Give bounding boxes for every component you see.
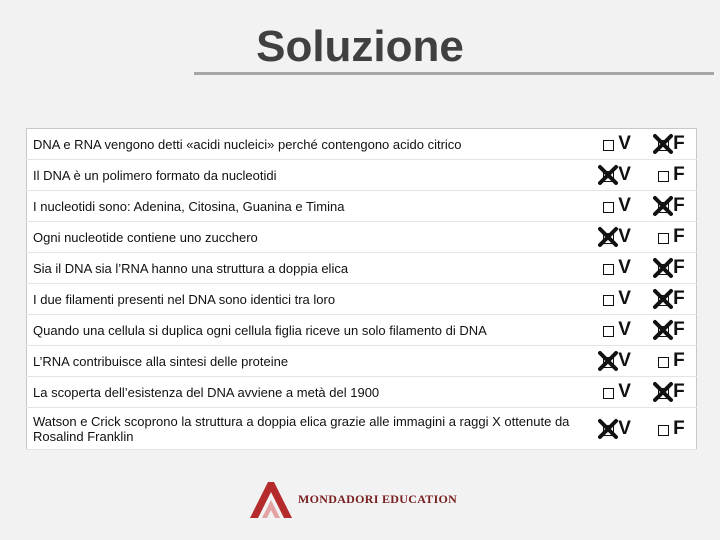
option-label: F [673, 164, 685, 186]
checked-checkbox-icon[interactable] [600, 228, 616, 246]
option-label: F [673, 195, 685, 217]
option-label: F [673, 319, 685, 341]
option-label: F [673, 417, 685, 439]
x-mark-icon [653, 381, 673, 403]
option-f-9[interactable] [641, 418, 696, 440]
option-label: V [618, 417, 631, 439]
mondadori-logo-icon [248, 480, 294, 520]
checkbox-icon[interactable] [655, 228, 671, 246]
x-mark-icon [653, 257, 673, 279]
option-label: F [673, 257, 685, 279]
option-label: F [673, 381, 685, 403]
option-v-5[interactable] [586, 288, 641, 310]
option-label: V [618, 381, 631, 403]
option-v-3[interactable] [586, 226, 641, 248]
statement-text: La scoperta dell’esistenza del DNA avviene a metà del 1900 [27, 377, 587, 408]
checked-checkbox-icon[interactable] [600, 166, 616, 184]
checkbox-icon[interactable] [600, 321, 616, 339]
checked-checkbox-icon[interactable] [655, 290, 671, 308]
option-label: V [618, 195, 631, 217]
option-v-9[interactable] [586, 418, 641, 440]
statement-text: Sia il DNA sia l’RNA hanno una struttura a doppia elica [27, 253, 587, 284]
option-f-4[interactable] [641, 257, 696, 279]
statement-text: Watson e Crick scoprono la struttura a doppia elica grazie alle immagini a raggi X ottenute da Rosalind Franklin [27, 408, 587, 450]
true-false-table [26, 128, 697, 450]
option-f-0[interactable] [641, 133, 696, 155]
option-label: V [618, 133, 631, 154]
x-mark-icon [598, 226, 618, 248]
checkbox-icon[interactable] [600, 135, 616, 153]
option-v-0[interactable] [586, 133, 641, 155]
option-f-1[interactable] [641, 164, 696, 186]
x-mark-icon [598, 164, 618, 186]
option-f-8[interactable] [641, 381, 696, 403]
x-mark-icon [653, 288, 673, 310]
checked-checkbox-icon[interactable] [655, 259, 671, 277]
statement-row [27, 160, 697, 191]
option-f-6[interactable] [641, 319, 696, 341]
statement-row [27, 315, 697, 346]
statement-text: L’RNA contribuisce alla sintesi delle proteine [27, 346, 587, 377]
statement-text: DNA e RNA vengono detti «acidi nucleici» perché contengono acido citrico [27, 129, 587, 160]
checkbox-icon[interactable] [600, 259, 616, 277]
statement-row [27, 346, 697, 377]
option-f-5[interactable] [641, 288, 696, 310]
statement-row [27, 129, 697, 160]
checked-checkbox-icon[interactable] [655, 135, 671, 153]
checked-checkbox-icon[interactable] [655, 197, 671, 215]
statement-text: Il DNA è un polimero formato da nucleotidi [27, 160, 587, 191]
option-label: V [618, 350, 631, 372]
statement-row [27, 408, 697, 450]
x-mark-icon [653, 319, 673, 341]
checked-checkbox-icon[interactable] [655, 321, 671, 339]
checked-checkbox-icon[interactable] [600, 420, 616, 438]
x-mark-icon [598, 350, 618, 372]
checked-checkbox-icon[interactable] [655, 383, 671, 401]
checkbox-icon[interactable] [655, 352, 671, 370]
checkbox-icon[interactable] [655, 420, 671, 438]
x-mark-icon [598, 418, 618, 440]
option-f-7[interactable] [641, 350, 696, 372]
option-label: F [673, 133, 685, 154]
x-mark-icon [653, 195, 673, 217]
option-f-3[interactable] [641, 226, 696, 248]
statement-text: I due filamenti presenti nel DNA sono identici tra loro [27, 284, 587, 315]
statement-row [27, 377, 697, 408]
option-v-8[interactable] [586, 381, 641, 403]
option-v-7[interactable] [586, 350, 641, 372]
title-divider [194, 72, 714, 75]
option-label: F [673, 226, 685, 248]
option-label: V [618, 226, 631, 248]
statement-row [27, 191, 697, 222]
option-v-2[interactable] [586, 195, 641, 217]
publisher-name: MONDADORI EDUCATION [298, 492, 458, 506]
option-label: V [618, 319, 631, 341]
publisher-logo [248, 480, 478, 520]
checkbox-icon[interactable] [655, 166, 671, 184]
statement-row [27, 253, 697, 284]
page-title: Soluzione [256, 22, 464, 71]
checked-checkbox-icon[interactable] [600, 352, 616, 370]
option-label: F [673, 288, 685, 310]
option-v-1[interactable] [586, 164, 641, 186]
option-f-2[interactable] [641, 195, 696, 217]
checkbox-icon[interactable] [600, 383, 616, 401]
statement-text: I nucleotidi sono: Adenina, Citosina, Guanina e Timina [27, 191, 587, 222]
statement-text: Ogni nucleotide contiene uno zucchero [27, 222, 587, 253]
option-label: F [673, 350, 685, 372]
checkbox-icon[interactable] [600, 290, 616, 308]
statement-row [27, 284, 697, 315]
option-label: V [618, 164, 631, 186]
option-label: V [618, 257, 631, 279]
option-v-6[interactable] [586, 319, 641, 341]
statement-text: Quando una cellula si duplica ogni cellula figlia riceve un solo filamento di DNA [27, 315, 587, 346]
statement-row [27, 222, 697, 253]
option-label: V [618, 288, 631, 310]
checkbox-icon[interactable] [600, 197, 616, 215]
option-v-4[interactable] [586, 257, 641, 279]
x-mark-icon [653, 133, 673, 155]
